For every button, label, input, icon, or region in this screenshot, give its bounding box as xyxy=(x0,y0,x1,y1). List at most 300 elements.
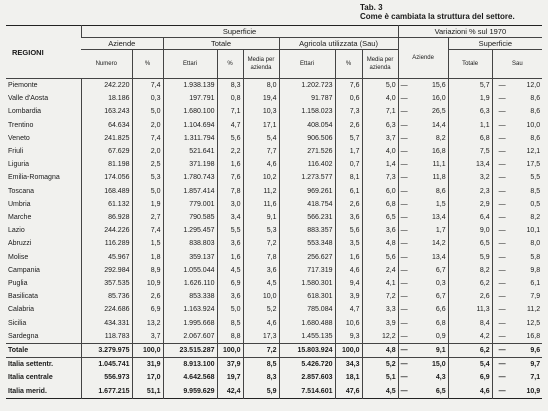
table-cell: 906.506 xyxy=(279,132,335,145)
table-cell xyxy=(398,224,448,237)
table-cell xyxy=(398,330,448,344)
table-cell: 7,4 xyxy=(132,224,163,237)
table-cell: 13,4 xyxy=(448,158,492,171)
table-cell: 1.857.414 xyxy=(163,185,217,198)
table-cell: 5,6 xyxy=(362,251,398,264)
table-cell: 2.857.603 xyxy=(279,371,335,384)
table-row xyxy=(6,330,542,344)
table-cell: 116.402 xyxy=(279,158,335,171)
table-cell: 3,7 xyxy=(132,330,163,344)
table-row xyxy=(6,211,542,224)
table-cell: 8,1 xyxy=(335,171,362,184)
minus-sign: — xyxy=(498,387,506,395)
table-cell: 408.054 xyxy=(279,119,335,132)
minus-sign: — xyxy=(400,361,408,369)
table-cell: 4,8 xyxy=(362,237,398,250)
cell-value: 12,0 xyxy=(526,82,541,89)
table-cell: 2,3 xyxy=(448,185,492,198)
cell-value: 6,1 xyxy=(530,280,541,288)
region-name: Trentino xyxy=(8,121,34,129)
minus-sign: — xyxy=(498,161,506,169)
minus-sign: — xyxy=(498,148,506,156)
table-cell: 5,0 xyxy=(132,185,163,198)
table-cell: 434.331 xyxy=(81,317,132,330)
region-name: Totale xyxy=(6,344,81,358)
table-cell: 163.243 xyxy=(81,105,132,118)
region-name: Veneto xyxy=(8,134,30,142)
table-cell: 5,9 xyxy=(448,251,492,264)
table-cell: 242.220 xyxy=(81,79,132,93)
table-cell: 7,2 xyxy=(362,290,398,303)
table-cell: 17,0 xyxy=(132,371,163,384)
region-name: Emilia-Romagna xyxy=(8,174,60,182)
table-row xyxy=(6,385,542,399)
table-cell xyxy=(398,264,448,277)
cell-value: 13,4 xyxy=(431,253,446,261)
minus-sign: — xyxy=(400,293,408,301)
table-cell: 85.736 xyxy=(81,290,132,303)
minus-sign: — xyxy=(498,361,506,369)
table-cell: 17,1 xyxy=(243,119,279,132)
table-cell: 3,4 xyxy=(217,211,243,224)
table-cell: 618.301 xyxy=(279,290,335,303)
table-cell: 4,7 xyxy=(217,119,243,132)
region-name: Valle d'Aosta xyxy=(8,95,49,103)
minus-sign: — xyxy=(400,134,408,142)
table-cell: 3,7 xyxy=(362,132,398,145)
table-cell xyxy=(398,371,448,384)
table-cell: 11,3 xyxy=(448,303,492,316)
table-cell: 4,7 xyxy=(335,303,362,316)
table-cell: 19,7 xyxy=(217,371,243,384)
table-cell: 1.273.577 xyxy=(279,171,335,184)
table-cell: 11,6 xyxy=(243,198,279,211)
table-cell: 785.084 xyxy=(279,303,335,316)
minus-sign: — xyxy=(498,134,506,142)
table-row xyxy=(6,303,542,316)
table-cell xyxy=(492,358,542,372)
table-cell: 6,5 xyxy=(362,211,398,224)
table-cell: 51,1 xyxy=(132,385,163,399)
table-cell: 8,3 xyxy=(217,79,243,93)
header-var-aziende: Aziende xyxy=(398,38,448,79)
minus-sign: — xyxy=(498,95,506,103)
table-cell: 9,1 xyxy=(243,211,279,224)
table-cell: 3,5 xyxy=(335,237,362,250)
table-cell: 256.627 xyxy=(279,251,335,264)
table-cell: 5,7 xyxy=(335,132,362,145)
table-cell: 883.357 xyxy=(279,224,335,237)
minus-sign: — xyxy=(400,319,408,327)
minus-sign: — xyxy=(400,174,408,182)
table-cell: 47,6 xyxy=(335,385,362,399)
cell-value: 5,5 xyxy=(530,174,541,182)
table-cell: 42,4 xyxy=(217,385,243,399)
table-cell: 9.959.629 xyxy=(163,385,217,399)
table-cell: 3,6 xyxy=(335,211,362,224)
minus-sign: — xyxy=(400,200,408,208)
header-agricola: Agricola utilizzata (Sau) xyxy=(279,38,398,50)
table-row xyxy=(6,251,542,264)
cell-value: 9,8 xyxy=(530,266,541,274)
table-cell: 34,3 xyxy=(335,358,362,372)
cell-value: 8,6 xyxy=(435,187,446,195)
cell-value: 16,8 xyxy=(526,332,541,340)
table-cell: 5,2 xyxy=(362,358,398,372)
table-cell: 4,5 xyxy=(243,277,279,290)
table-cell: 1.780.743 xyxy=(163,171,217,184)
table-cell: 15.803.924 xyxy=(279,344,335,358)
table-cell: 4,8 xyxy=(362,344,398,358)
table-row xyxy=(6,171,542,184)
table-cell: 17,3 xyxy=(243,330,279,344)
table-cell xyxy=(398,158,448,171)
table-cell xyxy=(492,237,542,250)
table-cell: 23.515.287 xyxy=(163,344,217,358)
cell-value: 9,1 xyxy=(435,347,446,355)
table-row xyxy=(6,158,542,171)
table-cell: 8,5 xyxy=(243,358,279,372)
table-caption xyxy=(360,3,540,21)
table-cell: 6,9 xyxy=(217,277,243,290)
table-cell: 5,0 xyxy=(217,303,243,316)
table-row xyxy=(6,317,542,330)
header-numero: Numero xyxy=(81,50,132,79)
table-cell: 1,9 xyxy=(448,92,492,105)
table-cell: 2,6 xyxy=(448,290,492,303)
table-cell: 1,9 xyxy=(132,198,163,211)
table-cell: 6,3 xyxy=(362,119,398,132)
table-cell: 1.938.139 xyxy=(163,79,217,93)
table-row xyxy=(6,371,542,384)
table-cell: 10,9 xyxy=(132,277,163,290)
table-cell: 5,4 xyxy=(243,132,279,145)
table-cell: 2,7 xyxy=(132,211,163,224)
table-cell: 67.629 xyxy=(81,145,132,158)
table-cell: 9,3 xyxy=(335,330,362,344)
table-cell: 100,0 xyxy=(217,344,243,358)
table-cell: 6,5 xyxy=(448,237,492,250)
table-row xyxy=(6,198,542,211)
table-cell: 3,9 xyxy=(362,317,398,330)
minus-sign: — xyxy=(498,174,506,182)
table-cell: 4,6 xyxy=(448,385,492,399)
table-cell: 86.928 xyxy=(81,211,132,224)
cell-value: 8,6 xyxy=(530,108,541,116)
table-cell: 1,8 xyxy=(132,251,163,264)
region-name: Molise xyxy=(8,253,29,261)
table-cell: 7,5 xyxy=(448,145,492,158)
cell-value: 26,5 xyxy=(431,108,446,116)
table-cell: 5,2 xyxy=(243,303,279,316)
minus-sign: — xyxy=(498,108,506,116)
table-cell: 12,2 xyxy=(362,330,398,344)
table-cell: 1.580.301 xyxy=(279,277,335,290)
minus-sign: — xyxy=(400,82,408,89)
minus-sign: — xyxy=(400,306,408,314)
minus-sign: — xyxy=(498,347,506,355)
table-cell: 0,6 xyxy=(335,92,362,105)
table-cell xyxy=(398,79,448,93)
table-cell: 5,7 xyxy=(448,79,492,93)
table-row xyxy=(6,264,542,277)
table-cell xyxy=(492,198,542,211)
header-var-totale: Totale xyxy=(448,50,492,79)
table-cell xyxy=(492,303,542,316)
table-cell: 6,2 xyxy=(448,344,492,358)
table-cell: 5,3 xyxy=(243,224,279,237)
minus-sign: — xyxy=(400,121,408,129)
table-row xyxy=(6,145,542,158)
table-cell: 2,6 xyxy=(335,198,362,211)
table-cell xyxy=(492,185,542,198)
table-cell: 1.677.215 xyxy=(81,385,132,399)
minus-sign: — xyxy=(400,387,408,395)
table-cell: 244.226 xyxy=(81,224,132,237)
table-cell xyxy=(492,385,542,399)
table-cell: 6,9 xyxy=(448,371,492,384)
table-cell: 4,6 xyxy=(243,158,279,171)
table-cell: 7,8 xyxy=(217,185,243,198)
table-cell: 3,0 xyxy=(217,198,243,211)
cell-value: 6,7 xyxy=(435,293,446,301)
minus-sign: — xyxy=(498,121,506,129)
table-row xyxy=(6,105,542,118)
cell-value: 4,3 xyxy=(435,374,446,382)
table-cell: 3,6 xyxy=(217,237,243,250)
cell-value: 6,7 xyxy=(435,266,446,274)
table-cell: 9,0 xyxy=(448,224,492,237)
table-cell: 174.056 xyxy=(81,171,132,184)
table-cell: 1.626.110 xyxy=(163,277,217,290)
table-cell: 1.055.044 xyxy=(163,264,217,277)
region-name: Sardegna xyxy=(8,332,39,340)
table-cell: 13,2 xyxy=(132,317,163,330)
minus-sign: — xyxy=(498,214,506,222)
table-cell: 7,6 xyxy=(217,171,243,184)
table-cell: 81.198 xyxy=(81,158,132,171)
table-cell: 2,5 xyxy=(132,158,163,171)
table-cell: 61.132 xyxy=(81,198,132,211)
table-cell: 7,1 xyxy=(217,105,243,118)
table-row xyxy=(6,344,542,358)
table-cell xyxy=(398,185,448,198)
table-cell xyxy=(398,358,448,372)
table-cell xyxy=(492,277,542,290)
table-cell xyxy=(492,171,542,184)
table-cell: 1.455.135 xyxy=(279,330,335,344)
table-cell: 271.526 xyxy=(279,145,335,158)
table-cell: 556.973 xyxy=(81,371,132,384)
minus-sign: — xyxy=(400,187,408,195)
header-var-superficie: Superficie xyxy=(448,38,542,50)
minus-sign: — xyxy=(400,374,408,382)
cell-value: 8,2 xyxy=(530,214,541,222)
minus-sign: — xyxy=(498,374,506,382)
table-cell: 116.289 xyxy=(81,237,132,250)
cell-value: 0,5 xyxy=(530,200,541,208)
minus-sign: — xyxy=(498,280,506,288)
table-cell: 1,7 xyxy=(335,145,362,158)
table-cell: 7,2 xyxy=(243,237,279,250)
table-cell: 100,0 xyxy=(335,344,362,358)
header-media-totale: Media per azienda xyxy=(243,50,279,79)
table-cell: 3,9 xyxy=(335,290,362,303)
table-cell: 5,4 xyxy=(448,358,492,372)
minus-sign: — xyxy=(400,108,408,116)
data-table xyxy=(6,25,542,399)
table-cell: 2,6 xyxy=(335,119,362,132)
table-cell xyxy=(398,105,448,118)
header-ettari-sau: Ettari xyxy=(279,50,335,79)
table-cell: 4,5 xyxy=(362,385,398,399)
table-cell: 9,4 xyxy=(335,277,362,290)
cell-value: 0,9 xyxy=(435,332,446,340)
minus-sign: — xyxy=(498,187,506,195)
table-cell: 4,6 xyxy=(243,317,279,330)
cell-value: 11,2 xyxy=(527,306,541,314)
table-cell: 2,0 xyxy=(132,119,163,132)
table-cell xyxy=(398,344,448,358)
cell-value: 12,5 xyxy=(526,319,541,327)
table-cell: 5,5 xyxy=(217,224,243,237)
table-cell: 6,1 xyxy=(335,185,362,198)
region-name: Basilicata xyxy=(8,293,38,301)
cell-value: 13,4 xyxy=(431,214,446,222)
table-cell: 1.680.488 xyxy=(279,317,335,330)
table-cell: 31,9 xyxy=(132,358,163,372)
minus-sign: — xyxy=(400,266,408,274)
table-cell: 1,6 xyxy=(335,251,362,264)
table-cell: 7,4 xyxy=(132,132,163,145)
table-cell: 4,2 xyxy=(448,330,492,344)
table-cell: 1,6 xyxy=(217,251,243,264)
table-cell xyxy=(492,79,542,93)
table-cell: 64.634 xyxy=(81,119,132,132)
table-cell: 4,0 xyxy=(362,92,398,105)
table-cell xyxy=(492,224,542,237)
table-cell: 5,9 xyxy=(243,385,279,399)
table-cell xyxy=(492,119,542,132)
region-name: Friuli xyxy=(8,148,24,156)
table-cell xyxy=(492,92,542,105)
table-cell: 1.104.694 xyxy=(163,119,217,132)
minus-sign: — xyxy=(498,240,506,248)
table-cell: 5,0 xyxy=(132,105,163,118)
table-cell: 7,3 xyxy=(362,171,398,184)
table-cell: 4,6 xyxy=(335,264,362,277)
table-cell: 3,6 xyxy=(362,224,398,237)
table-cell: 790.585 xyxy=(163,211,217,224)
table-cell: 0,8 xyxy=(217,92,243,105)
header-media-sau: Media per azienda xyxy=(362,50,398,79)
table-cell: 8,2 xyxy=(448,264,492,277)
minus-sign: — xyxy=(498,319,506,327)
table-cell: 969.261 xyxy=(279,185,335,198)
table-cell: 371.198 xyxy=(163,158,217,171)
table-row xyxy=(6,237,542,250)
cell-value: 10,1 xyxy=(526,227,541,235)
table-cell xyxy=(492,371,542,384)
table-cell xyxy=(398,290,448,303)
table-cell: 5,0 xyxy=(362,79,398,93)
table-cell: 6,4 xyxy=(448,211,492,224)
cell-value: 15,0 xyxy=(431,361,446,369)
cell-value: 9,7 xyxy=(530,361,541,369)
table-cell: 8,0 xyxy=(243,79,279,93)
table-row xyxy=(6,185,542,198)
table-cell: 7,3 xyxy=(335,105,362,118)
minus-sign: — xyxy=(400,253,408,261)
cell-value: 1,5 xyxy=(435,200,446,208)
region-name: Italia merid. xyxy=(8,387,47,395)
table-cell: 6,8 xyxy=(448,132,492,145)
minus-sign: — xyxy=(400,161,408,169)
table-cell: 7,2 xyxy=(243,344,279,358)
table-row xyxy=(6,290,542,303)
table-row xyxy=(6,358,542,372)
minus-sign: — xyxy=(400,332,408,340)
table-cell xyxy=(492,132,542,145)
table-cell: 1,6 xyxy=(217,158,243,171)
table-cell: 1,5 xyxy=(132,237,163,250)
table-cell: 45.967 xyxy=(81,251,132,264)
table-cell xyxy=(492,317,542,330)
table-cell: 0,3 xyxy=(132,92,163,105)
cell-value: 9,6 xyxy=(530,347,541,355)
header-ettari-totale: Ettari xyxy=(163,50,217,79)
table-cell xyxy=(398,211,448,224)
table-cell: 3,6 xyxy=(217,290,243,303)
table-cell: 8,5 xyxy=(217,317,243,330)
minus-sign: — xyxy=(498,82,506,89)
region-name: Marche xyxy=(8,214,32,222)
region-name: Italia settentr. xyxy=(6,358,81,372)
table-cell xyxy=(398,251,448,264)
table-cell: 6,0 xyxy=(362,185,398,198)
table-cell: 7,7 xyxy=(243,145,279,158)
table-cell: 1.295.457 xyxy=(163,224,217,237)
cell-value: 6,6 xyxy=(435,306,446,314)
table-cell xyxy=(398,132,448,145)
table-cell: 197.791 xyxy=(163,92,217,105)
header-pct-aziende: % xyxy=(132,50,163,79)
table-cell: 5,6 xyxy=(335,224,362,237)
header-aziende: Aziende xyxy=(81,38,163,50)
table-cell: 10,3 xyxy=(243,105,279,118)
region-name: Puglia xyxy=(8,280,28,288)
table-cell: 4,1 xyxy=(362,277,398,290)
minus-sign: — xyxy=(498,253,506,261)
minus-sign: — xyxy=(400,280,408,288)
cell-value: 14,2 xyxy=(431,240,446,248)
table-cell: 1.158.023 xyxy=(279,105,335,118)
table-cell: 5,1 xyxy=(362,371,398,384)
cell-value: 8,6 xyxy=(530,134,541,142)
table-cell: 1.995.668 xyxy=(163,317,217,330)
table-row xyxy=(6,277,542,290)
table-cell: 779.001 xyxy=(163,198,217,211)
region-name: Lombardia xyxy=(8,108,42,116)
table-cell: 3,3 xyxy=(362,303,398,316)
table-cell xyxy=(398,119,448,132)
table-cell xyxy=(492,290,542,303)
table-cell: 18.186 xyxy=(81,92,132,105)
region-name: Sicilia xyxy=(8,319,27,327)
minus-sign: — xyxy=(498,266,506,274)
table-cell: 4,0 xyxy=(362,145,398,158)
table-cell: 1.202.723 xyxy=(279,79,335,93)
